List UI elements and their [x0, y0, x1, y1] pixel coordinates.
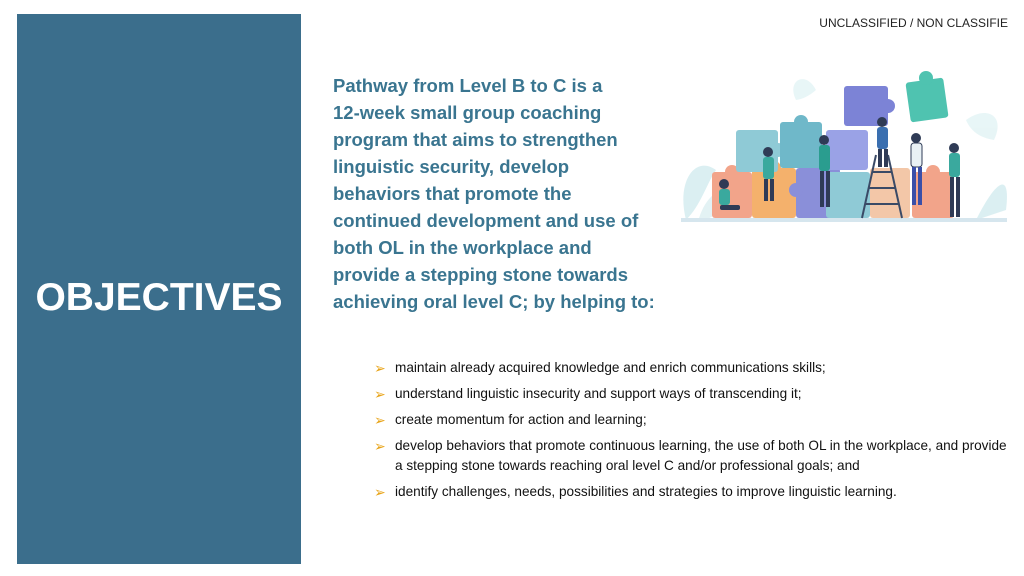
list-item	[372, 482, 1012, 501]
arrow-bullet-icon: ➢	[374, 360, 386, 376]
intro-line: Pathway from Level B to C is a	[333, 75, 603, 96]
arrow-bullet-icon: ➢	[374, 386, 386, 402]
arrow-bullet-icon: ➢	[374, 438, 386, 454]
intro-line: both OL in the workplace and	[333, 237, 592, 258]
section-title: OBJECTIVES	[35, 276, 283, 319]
list-item	[372, 384, 1012, 403]
list-item-text: understand linguistic insecurity and support ways of transcending it;	[395, 386, 802, 401]
intro-line: achieving oral level C; by helping to:	[333, 291, 655, 312]
intro-paragraph	[333, 72, 683, 315]
intro-line: linguistic security, develop	[333, 156, 570, 177]
list-item-text: create momentum for action and learning;	[395, 412, 647, 427]
list-item-text: develop behaviors that promote continuous learning, the use of both OL in the workplace, and provide a stepping stone towards reaching oral level C and/or professional goals; and	[395, 438, 1007, 473]
arrow-bullet-icon: ➢	[374, 484, 386, 500]
list-item-text: identify challenges, needs, possibilities and strategies to improve linguistic learning.	[395, 484, 897, 499]
objectives-list	[372, 358, 1012, 508]
list-item	[372, 436, 1012, 475]
intro-line: 12-week small group coaching	[333, 102, 602, 123]
team-puzzle-illustration	[676, 60, 1012, 230]
list-item	[372, 410, 1012, 429]
list-item-text: maintain already acquired knowledge and enrich communications skills;	[395, 360, 826, 375]
intro-line: behaviors that promote the	[333, 183, 572, 204]
list-item	[372, 358, 1012, 377]
side-panel	[17, 14, 301, 564]
intro-line: program that aims to strengthen	[333, 129, 618, 150]
classification-label: UNCLASSIFIED / NON CLASSIFIE	[819, 16, 1008, 30]
arrow-bullet-icon: ➢	[374, 412, 386, 428]
intro-line: continued development and use of	[333, 210, 639, 231]
intro-line: provide a stepping stone towards	[333, 264, 629, 285]
